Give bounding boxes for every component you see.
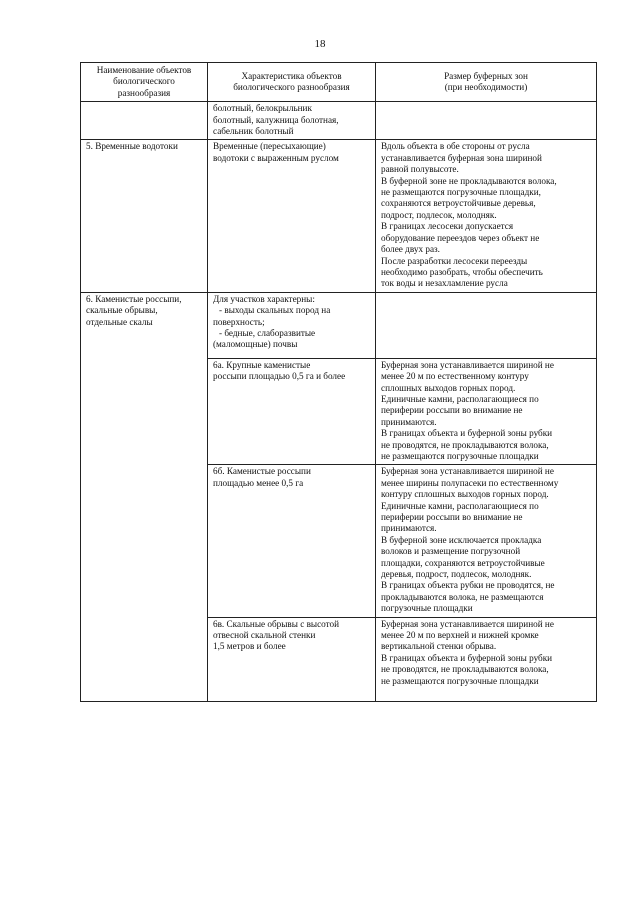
cell-characteristic bbox=[208, 140, 376, 292]
cell-line: В границах объекта рубки не проводятся, не bbox=[381, 580, 555, 591]
header-line: Размер буферных зон bbox=[444, 70, 528, 81]
cell-line: ток воды и незахламление русла bbox=[381, 278, 508, 289]
cell-line: не размещаются погрузочные площадки bbox=[381, 450, 539, 461]
cell-line: 6. Каменистые россыпи, bbox=[86, 293, 182, 304]
cell-line: После разработки лесосеки переезды bbox=[381, 255, 528, 266]
cell-line: менее ширины полупасеки по естественному bbox=[381, 477, 559, 488]
cell-line: В буферной зоне не прокладываются волока, bbox=[381, 175, 557, 186]
cell-line: менее 20 м по естественному контуру bbox=[381, 371, 529, 382]
cell-buffer-zone bbox=[376, 617, 597, 701]
cell-line: Для участков характерны: bbox=[213, 293, 315, 304]
cell-line: периферии россыпи во внимание не bbox=[381, 405, 523, 416]
header-line: биологического разнообразия bbox=[233, 82, 350, 93]
cell-line: Вдоль объекта в обе стороны от русла bbox=[381, 141, 530, 152]
cell-name bbox=[81, 292, 208, 701]
cell-line: не размещаются погрузочные площадки, bbox=[381, 187, 541, 198]
cell-line: отдельные скалы bbox=[86, 316, 153, 327]
cell-line: сохраняются ветроустойчивые деревья, bbox=[381, 198, 536, 209]
cell-line: контуру сплошных выходов горных пород. bbox=[381, 489, 549, 500]
cell-line: Буферная зона устанавливается шириной не bbox=[381, 466, 554, 477]
cell-line: 6а. Крупные каменистые bbox=[213, 359, 311, 370]
cell-line: не размещаются погрузочные площадки bbox=[381, 675, 539, 686]
cell-line: не проводятся, не прокладываются волока, bbox=[381, 664, 549, 675]
cell-line: болотный, белокрыльник bbox=[213, 103, 312, 114]
header-characteristic bbox=[208, 63, 376, 102]
cell-line: устанавливается буферная зона шириной bbox=[381, 152, 542, 163]
cell-line: 6б. Каменистые россыпи bbox=[213, 466, 311, 477]
bullet-line: - бедные, слаборазвитые bbox=[219, 327, 316, 338]
cell-line: Буферная зона устанавливается шириной не bbox=[381, 618, 554, 629]
cell-line: деревья, подрост, подлесок, молодняк. bbox=[381, 569, 532, 580]
cell-line: принимаются. bbox=[381, 523, 437, 534]
cell-line: поверхность; bbox=[213, 316, 265, 327]
cell-line: принимаются. bbox=[381, 416, 437, 427]
table-row-continuation bbox=[81, 102, 597, 140]
cell-line: менее 20 м по верхней и нижней кромке bbox=[381, 630, 539, 641]
header-buffer-zone bbox=[376, 63, 597, 102]
cell-line: площадью менее 0,5 га bbox=[213, 477, 304, 488]
cell-line: 6в. Скальные обрывы с высотой bbox=[213, 618, 340, 629]
page-number: 18 bbox=[314, 38, 326, 50]
cell-line: подрост, подлесок, молодняк. bbox=[381, 209, 497, 220]
header-line: биологического bbox=[113, 76, 175, 87]
table-row-rock-placers bbox=[81, 292, 597, 358]
cell-buffer-zone bbox=[376, 465, 597, 617]
cell-line: Временные (пересыхающие) bbox=[213, 141, 326, 152]
cell-characteristic bbox=[208, 358, 376, 465]
cell-line: В границах лесосеки допускается bbox=[381, 221, 514, 232]
cell-line: прокладываются волока, не размещаются bbox=[381, 591, 544, 602]
cell-line: В границах объекта и буферной зоны рубки bbox=[381, 428, 553, 439]
cell-line: необходимо разобрать, чтобы обеспечить bbox=[381, 266, 543, 277]
cell-line: Единичные камни, располагающиеся по bbox=[381, 393, 539, 404]
bullet-line: - выходы скальных пород на bbox=[219, 305, 331, 316]
cell-line: равной полувысоте. bbox=[381, 164, 459, 175]
header-line: разнообразия bbox=[117, 87, 171, 98]
cell-line: Буферная зона устанавливается шириной не bbox=[381, 359, 554, 370]
cell-line: периферии россыпи во внимание не bbox=[381, 512, 523, 522]
table-row-temporary-watercourses bbox=[81, 140, 597, 292]
cell-line: оборудование переездов через объект не bbox=[381, 232, 540, 243]
cell-line: более двух раз. bbox=[381, 244, 440, 255]
cell-buffer-zone bbox=[376, 292, 597, 358]
cell-line: россыпи площадью 0,5 га и более bbox=[213, 371, 346, 382]
cell-line: вертикальной стенки обрыва. bbox=[381, 641, 497, 652]
cell-buffer-zone bbox=[376, 358, 597, 465]
table-header-row bbox=[81, 63, 597, 102]
biodiversity-table bbox=[80, 62, 597, 702]
header-line: Характеристика объектов bbox=[241, 70, 342, 81]
cell-buffer-zone bbox=[376, 140, 597, 292]
cell-name bbox=[81, 140, 208, 292]
cell-characteristic bbox=[208, 292, 376, 358]
cell-line: (маломощные) почвы bbox=[213, 339, 298, 350]
cell-line: В границах объекта и буферной зоны рубки bbox=[381, 652, 553, 663]
header-object-name bbox=[81, 63, 208, 102]
cell-line: волоков и размещение погрузочной bbox=[381, 546, 521, 557]
cell-line: водотоки с выраженным руслом bbox=[213, 152, 339, 163]
cell-line: болотный, калужница болотная, bbox=[213, 114, 339, 125]
cell-line: В буферной зоне исключается прокладка bbox=[381, 534, 542, 545]
cell-characteristic bbox=[208, 617, 376, 701]
cell-line: сплошных выходов горных пород. bbox=[381, 382, 516, 393]
cell-line: сабельник болотный bbox=[213, 126, 294, 137]
cell-name bbox=[81, 102, 208, 140]
cell-line: Единичные камни, располагающиеся по bbox=[381, 500, 539, 511]
cell-line: отвесной скальной стенки bbox=[213, 630, 316, 641]
cell-line: погрузочные площадки bbox=[381, 603, 473, 614]
cell-line: скальные обрывы, bbox=[86, 305, 158, 316]
cell-characteristic bbox=[208, 465, 376, 617]
cell-line: 5. Временные водотоки bbox=[86, 141, 178, 152]
cell-line: не проводятся, не прокладываются волока, bbox=[381, 439, 549, 450]
header-line: Наименование объектов bbox=[96, 65, 192, 75]
cell-characteristic bbox=[208, 102, 376, 140]
cell-buffer-zone bbox=[376, 102, 597, 140]
cell-line: площадки, сохраняются ветроустойчивые bbox=[381, 557, 545, 568]
header-line: (при необходимости) bbox=[444, 82, 528, 93]
cell-line: 1,5 метров и более bbox=[213, 641, 286, 652]
